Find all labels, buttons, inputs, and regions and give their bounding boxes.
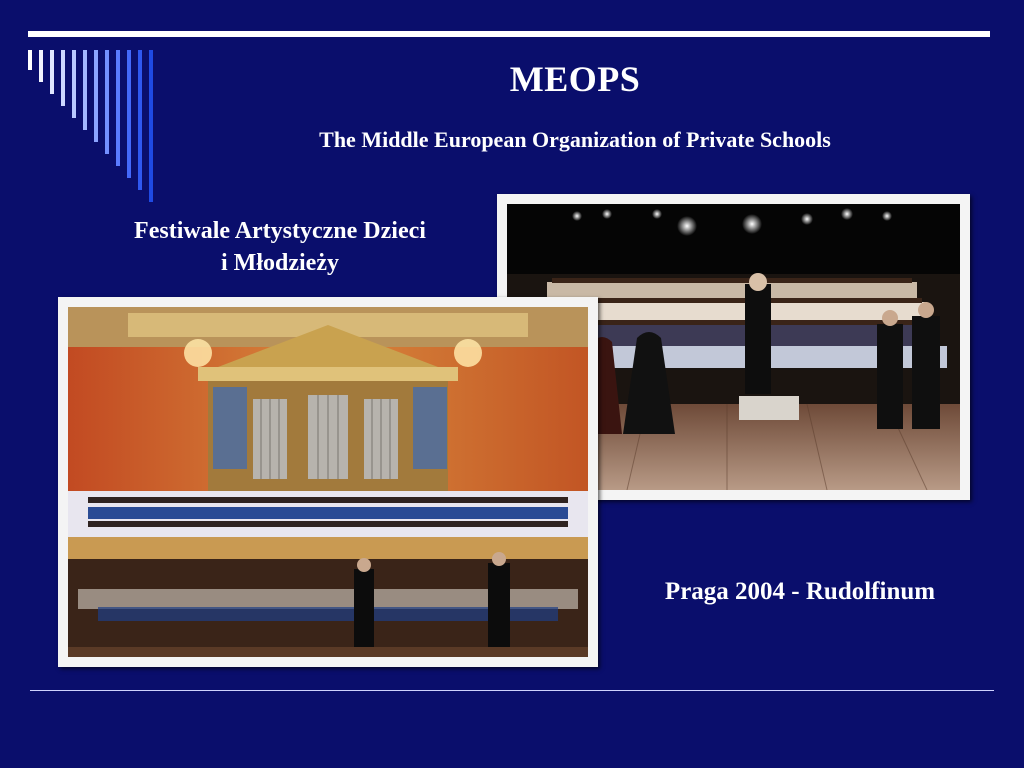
stripe [83, 50, 87, 130]
stripe [94, 50, 98, 142]
stripe [50, 50, 54, 94]
stripe [72, 50, 76, 118]
festival-caption [70, 215, 490, 279]
stripe [116, 50, 120, 166]
stripe [127, 50, 131, 178]
venue-caption: Praga 2004 - Rudolfinum [664, 578, 936, 605]
slide-title: MEOPS [509, 59, 641, 99]
stripe [105, 50, 109, 154]
top-rule [28, 31, 990, 37]
decorative-stripes [28, 50, 168, 210]
stripe [39, 50, 43, 82]
slide-subtitle: The Middle European Organization of Private Schools [319, 127, 831, 152]
concert-hall-image [68, 307, 588, 657]
stripe [149, 50, 153, 202]
stripe [61, 50, 65, 106]
festival-caption-line2: i Młodzieży [221, 250, 339, 276]
festival-caption-line1: Festiwale Artystyczne Dzieci [134, 218, 426, 244]
stripe [138, 50, 142, 190]
stripe [28, 50, 32, 70]
concert-hall-orchestra-photo [58, 297, 598, 667]
bottom-rule [30, 690, 994, 691]
